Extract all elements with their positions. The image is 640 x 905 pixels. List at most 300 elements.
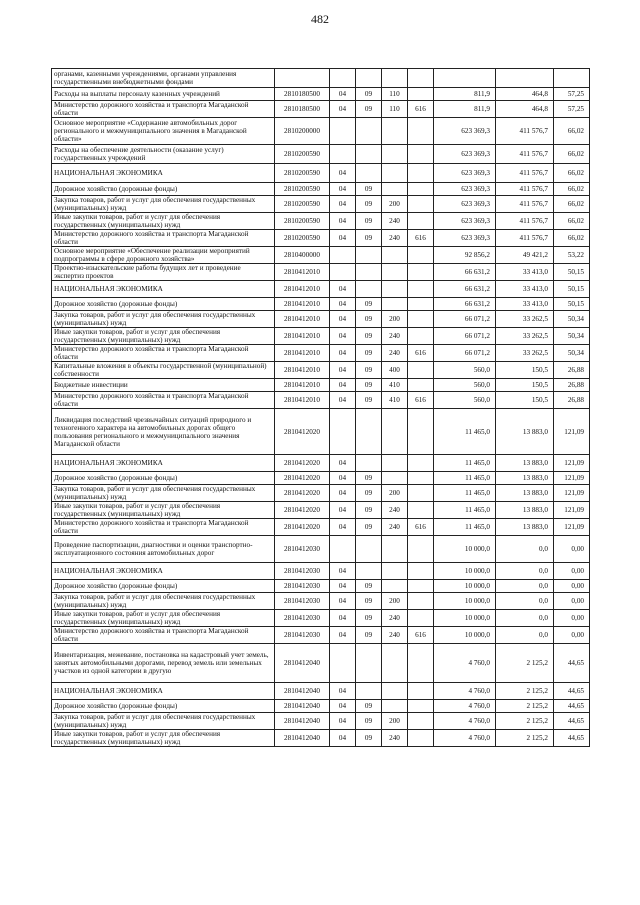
- cell-plan: 623 369,3: [434, 183, 496, 196]
- cell-pct: 26,88: [554, 392, 590, 409]
- cell-name: органами, казенными учреждениями, органами управления государственными внебюджетными фондами: [52, 69, 275, 88]
- cell-fact: 0,0: [496, 563, 554, 580]
- cell-org: [408, 580, 434, 593]
- cell-pct: 26,88: [554, 379, 590, 392]
- cell-org: [408, 593, 434, 610]
- cell-fact: 0,0: [496, 610, 554, 627]
- cell-sec: 04: [330, 713, 356, 730]
- cell-sec: 04: [330, 213, 356, 230]
- cell-sub: 09: [356, 213, 382, 230]
- table-row: [52, 213, 590, 230]
- cell-org: [408, 88, 434, 101]
- cell-vr: 240: [382, 328, 408, 345]
- cell-org: [408, 281, 434, 298]
- cell-fact: 411 576,7: [496, 164, 554, 183]
- cell-pct: 0,00: [554, 580, 590, 593]
- table-row: [52, 196, 590, 213]
- cell-name: Закупка товаров, работ и услуг для обеспечения государственных (муниципальных) нужд: [52, 713, 275, 730]
- cell-pct: 66,02: [554, 145, 590, 164]
- cell-vr: [382, 145, 408, 164]
- cell-name: Министерство дорожного хозяйства и транспорта Магаданской области: [52, 519, 275, 536]
- table-row: [52, 264, 590, 281]
- cell-vr: [382, 563, 408, 580]
- cell-org: [408, 610, 434, 627]
- cell-fact: 2 125,2: [496, 713, 554, 730]
- cell-code: 2810412040: [275, 683, 330, 700]
- cell-vr: [382, 164, 408, 183]
- cell-fact: 411 576,7: [496, 183, 554, 196]
- cell-pct: 121,09: [554, 485, 590, 502]
- cell-plan: 11 465,0: [434, 502, 496, 519]
- cell-fact: 411 576,7: [496, 118, 554, 145]
- cell-sec: [330, 69, 356, 88]
- cell-code: 2810412010: [275, 392, 330, 409]
- cell-pct: 50,34: [554, 311, 590, 328]
- cell-org: [408, 536, 434, 563]
- cell-code: 2810412010: [275, 281, 330, 298]
- cell-pct: 0,00: [554, 627, 590, 644]
- cell-org: [408, 485, 434, 502]
- cell-fact: 33 262,5: [496, 345, 554, 362]
- cell-fact: 2 125,2: [496, 683, 554, 700]
- cell-vr: [382, 298, 408, 311]
- cell-name: Иные закупки товаров, работ и услуг для обеспечения государственных (муниципальных) нужд: [52, 213, 275, 230]
- cell-org: 616: [408, 392, 434, 409]
- cell-plan: 10 000,0: [434, 627, 496, 644]
- cell-sec: 04: [330, 563, 356, 580]
- cell-fact: 13 883,0: [496, 502, 554, 519]
- cell-plan: 10 000,0: [434, 580, 496, 593]
- cell-code: 2810412030: [275, 610, 330, 627]
- cell-org: 616: [408, 627, 434, 644]
- cell-plan: 560,0: [434, 362, 496, 379]
- table-row: [52, 230, 590, 247]
- cell-org: 616: [408, 345, 434, 362]
- cell-pct: 0,00: [554, 536, 590, 563]
- cell-vr: 240: [382, 230, 408, 247]
- cell-vr: 240: [382, 610, 408, 627]
- cell-sub: [356, 644, 382, 683]
- cell-code: 2810200590: [275, 183, 330, 196]
- table-row: [52, 164, 590, 183]
- table-row: [52, 644, 590, 683]
- cell-org: [408, 69, 434, 88]
- cell-sub: 09: [356, 519, 382, 536]
- cell-fact: 411 576,7: [496, 213, 554, 230]
- cell-name: Ликвидация последствий чрезвычайных ситуаций природного и техногенного характера на автомобильных дорогах общего пользования регионального и межмуниципального значения Магаданской области: [52, 409, 275, 455]
- cell-plan: 66 631,2: [434, 264, 496, 281]
- cell-pct: 44,65: [554, 683, 590, 700]
- table-row: [52, 580, 590, 593]
- cell-name: Министерство дорожного хозяйства и транспорта Магаданской области: [52, 392, 275, 409]
- table-row: [52, 328, 590, 345]
- cell-vr: [382, 455, 408, 472]
- cell-code: 2810412010: [275, 379, 330, 392]
- cell-sub: 09: [356, 345, 382, 362]
- cell-pct: 50,34: [554, 345, 590, 362]
- cell-sec: 04: [330, 392, 356, 409]
- cell-org: 616: [408, 101, 434, 118]
- cell-vr: 110: [382, 88, 408, 101]
- cell-plan: 11 465,0: [434, 472, 496, 485]
- cell-code: 2810412010: [275, 328, 330, 345]
- table-row: [52, 409, 590, 455]
- cell-code: [275, 69, 330, 88]
- cell-vr: 410: [382, 392, 408, 409]
- cell-sec: [330, 536, 356, 563]
- cell-name: Иные закупки товаров, работ и услуг для обеспечения государственных (муниципальных) нужд: [52, 730, 275, 747]
- cell-code: 2810412030: [275, 580, 330, 593]
- cell-plan: 66 631,2: [434, 298, 496, 311]
- cell-code: 2810412040: [275, 713, 330, 730]
- cell-sub: 09: [356, 730, 382, 747]
- cell-fact: 150,5: [496, 362, 554, 379]
- cell-code: 2810412010: [275, 345, 330, 362]
- cell-code: 2810412020: [275, 502, 330, 519]
- cell-name: Инвентаризация, межевание, постановка на кадастровый учет земель, занятых автомобильными дорогами, перевод земель или земельных участков из одной категории в другую: [52, 644, 275, 683]
- cell-pct: 44,65: [554, 713, 590, 730]
- cell-sec: 04: [330, 164, 356, 183]
- cell-sub: 09: [356, 328, 382, 345]
- cell-pct: 50,15: [554, 298, 590, 311]
- cell-sub: [356, 145, 382, 164]
- cell-org: [408, 563, 434, 580]
- cell-plan: 623 369,3: [434, 118, 496, 145]
- cell-code: 2810412020: [275, 485, 330, 502]
- cell-pct: 57,25: [554, 101, 590, 118]
- table-row: [52, 700, 590, 713]
- cell-sec: 04: [330, 379, 356, 392]
- cell-code: 2810412020: [275, 519, 330, 536]
- cell-name: Проведение паспортизации, диагностики и оценки транспортно-эксплуатационного состояния автомобильных дорог: [52, 536, 275, 563]
- cell-sec: [330, 247, 356, 264]
- cell-code: 2810412040: [275, 700, 330, 713]
- cell-vr: 240: [382, 627, 408, 644]
- cell-vr: [382, 700, 408, 713]
- cell-fact: 13 883,0: [496, 409, 554, 455]
- cell-sec: 04: [330, 328, 356, 345]
- cell-org: 616: [408, 519, 434, 536]
- cell-pct: 0,00: [554, 593, 590, 610]
- cell-code: 2810412010: [275, 311, 330, 328]
- cell-name: НАЦИОНАЛЬНАЯ ЭКОНОМИКА: [52, 281, 275, 298]
- cell-name: НАЦИОНАЛЬНАЯ ЭКОНОМИКА: [52, 563, 275, 580]
- cell-sub: [356, 683, 382, 700]
- cell-pct: 121,09: [554, 409, 590, 455]
- cell-sub: 09: [356, 196, 382, 213]
- cell-code: 2810180500: [275, 88, 330, 101]
- cell-name: Основное мероприятие «Содержание автомобильных дорог регионального и межмуниципального значения в Магаданской области»: [52, 118, 275, 145]
- cell-org: [408, 164, 434, 183]
- cell-code: 2810412010: [275, 264, 330, 281]
- cell-sec: 04: [330, 298, 356, 311]
- cell-code: 2810412020: [275, 455, 330, 472]
- cell-org: [408, 644, 434, 683]
- cell-plan: 11 465,0: [434, 455, 496, 472]
- cell-vr: [382, 264, 408, 281]
- table-row: [52, 345, 590, 362]
- table-row: [52, 563, 590, 580]
- cell-sec: 04: [330, 519, 356, 536]
- cell-sec: 04: [330, 700, 356, 713]
- cell-sec: 04: [330, 281, 356, 298]
- cell-plan: 560,0: [434, 392, 496, 409]
- cell-fact: 49 421,2: [496, 247, 554, 264]
- cell-pct: 44,65: [554, 730, 590, 747]
- cell-sub: 09: [356, 362, 382, 379]
- cell-sub: 09: [356, 183, 382, 196]
- cell-pct: 44,65: [554, 644, 590, 683]
- cell-org: [408, 264, 434, 281]
- cell-pct: 50,15: [554, 264, 590, 281]
- cell-sub: 09: [356, 713, 382, 730]
- table-row: [52, 88, 590, 101]
- table-row: [52, 730, 590, 747]
- cell-fact: 2 125,2: [496, 730, 554, 747]
- cell-pct: 66,02: [554, 164, 590, 183]
- cell-plan: 4 760,0: [434, 730, 496, 747]
- cell-fact: 2 125,2: [496, 700, 554, 713]
- cell-sub: [356, 409, 382, 455]
- cell-name: Закупка товаров, работ и услуг для обеспечения государственных (муниципальных) нужд: [52, 196, 275, 213]
- cell-org: [408, 455, 434, 472]
- cell-sub: 09: [356, 610, 382, 627]
- cell-sub: 09: [356, 230, 382, 247]
- cell-plan: 11 465,0: [434, 485, 496, 502]
- cell-sec: 04: [330, 627, 356, 644]
- cell-org: [408, 379, 434, 392]
- cell-plan: 811,9: [434, 101, 496, 118]
- cell-sec: 04: [330, 485, 356, 502]
- cell-plan: 623 369,3: [434, 213, 496, 230]
- table-row: [52, 118, 590, 145]
- cell-plan: 92 856,2: [434, 247, 496, 264]
- cell-sec: 04: [330, 593, 356, 610]
- cell-sub: [356, 455, 382, 472]
- cell-pct: 121,09: [554, 472, 590, 485]
- cell-pct: [554, 69, 590, 88]
- cell-org: [408, 700, 434, 713]
- cell-code: 2810400000: [275, 247, 330, 264]
- cell-plan: 66 071,2: [434, 345, 496, 362]
- table-row: [52, 101, 590, 118]
- cell-name: НАЦИОНАЛЬНАЯ ЭКОНОМИКА: [52, 164, 275, 183]
- cell-org: [408, 362, 434, 379]
- cell-vr: 200: [382, 593, 408, 610]
- cell-sub: [356, 536, 382, 563]
- cell-sub: 09: [356, 88, 382, 101]
- cell-org: [408, 247, 434, 264]
- cell-plan: 10 000,0: [434, 610, 496, 627]
- cell-fact: 13 883,0: [496, 472, 554, 485]
- cell-pct: 57,25: [554, 88, 590, 101]
- cell-sub: [356, 281, 382, 298]
- table-row: [52, 593, 590, 610]
- cell-sec: 04: [330, 362, 356, 379]
- cell-code: 2810412010: [275, 362, 330, 379]
- cell-vr: [382, 644, 408, 683]
- cell-pct: 66,02: [554, 196, 590, 213]
- cell-code: 2810180500: [275, 101, 330, 118]
- table-row: [52, 298, 590, 311]
- cell-fact: 33 262,5: [496, 311, 554, 328]
- cell-fact: 0,0: [496, 580, 554, 593]
- cell-sub: 09: [356, 502, 382, 519]
- cell-fact: 464,8: [496, 88, 554, 101]
- cell-name: Министерство дорожного хозяйства и транспорта Магаданской области: [52, 101, 275, 118]
- cell-plan: 623 369,3: [434, 230, 496, 247]
- cell-sub: 09: [356, 298, 382, 311]
- cell-org: [408, 311, 434, 328]
- table-row: [52, 311, 590, 328]
- cell-vr: [382, 472, 408, 485]
- cell-fact: 411 576,7: [496, 230, 554, 247]
- cell-sub: 09: [356, 627, 382, 644]
- cell-name: Дорожное хозяйство (дорожные фонды): [52, 580, 275, 593]
- cell-org: [408, 145, 434, 164]
- cell-sec: 04: [330, 345, 356, 362]
- cell-code: 2810200590: [275, 230, 330, 247]
- cell-pct: 50,15: [554, 281, 590, 298]
- table-row: [52, 536, 590, 563]
- cell-vr: [382, 409, 408, 455]
- cell-pct: 50,34: [554, 328, 590, 345]
- cell-vr: 240: [382, 730, 408, 747]
- cell-name: Дорожное хозяйство (дорожные фонды): [52, 183, 275, 196]
- table-row: [52, 281, 590, 298]
- cell-vr: 240: [382, 213, 408, 230]
- cell-name: НАЦИОНАЛЬНАЯ ЭКОНОМИКА: [52, 455, 275, 472]
- cell-code: 2810412020: [275, 409, 330, 455]
- cell-name: Иные закупки товаров, работ и услуг для обеспечения государственных (муниципальных) нужд: [52, 502, 275, 519]
- cell-sec: 04: [330, 730, 356, 747]
- cell-vr: 200: [382, 713, 408, 730]
- cell-plan: 623 369,3: [434, 196, 496, 213]
- cell-vr: [382, 536, 408, 563]
- table-row: [52, 502, 590, 519]
- cell-code: 2810200590: [275, 213, 330, 230]
- cell-sub: [356, 264, 382, 281]
- page-number: 482: [311, 12, 329, 26]
- cell-code: 2810412010: [275, 298, 330, 311]
- cell-name: Закупка товаров, работ и услуг для обеспечения государственных (муниципальных) нужд: [52, 485, 275, 502]
- cell-code: 2810412030: [275, 563, 330, 580]
- cell-vr: 240: [382, 345, 408, 362]
- cell-pct: 66,02: [554, 118, 590, 145]
- cell-name: НАЦИОНАЛЬНАЯ ЭКОНОМИКА: [52, 683, 275, 700]
- table-row: [52, 69, 590, 88]
- cell-name: Закупка товаров, работ и услуг для обеспечения государственных (муниципальных) нужд: [52, 593, 275, 610]
- cell-code: 2810200590: [275, 164, 330, 183]
- cell-org: 616: [408, 230, 434, 247]
- cell-sec: [330, 644, 356, 683]
- cell-plan: 4 760,0: [434, 644, 496, 683]
- cell-code: 2810412030: [275, 593, 330, 610]
- cell-org: [408, 118, 434, 145]
- table-body: [52, 69, 590, 747]
- table-row: [52, 627, 590, 644]
- cell-sub: [356, 118, 382, 145]
- cell-name: Министерство дорожного хозяйства и транспорта Магаданской области: [52, 627, 275, 644]
- cell-sub: 09: [356, 379, 382, 392]
- table-row: [52, 683, 590, 700]
- table-row: [52, 379, 590, 392]
- cell-plan: 4 760,0: [434, 700, 496, 713]
- cell-sec: 04: [330, 455, 356, 472]
- table-row: [52, 183, 590, 196]
- cell-name: Дорожное хозяйство (дорожные фонды): [52, 700, 275, 713]
- cell-vr: [382, 183, 408, 196]
- cell-fact: 33 413,0: [496, 298, 554, 311]
- cell-fact: 33 413,0: [496, 264, 554, 281]
- cell-sec: [330, 145, 356, 164]
- cell-pct: 53,22: [554, 247, 590, 264]
- cell-name: Бюджетные инвестиции: [52, 379, 275, 392]
- cell-sec: 04: [330, 196, 356, 213]
- table-row: [52, 145, 590, 164]
- cell-sec: 04: [330, 580, 356, 593]
- cell-sec: 04: [330, 311, 356, 328]
- cell-name: Иные закупки товаров, работ и услуг для обеспечения государственных (муниципальных) нужд: [52, 328, 275, 345]
- cell-plan: 66 071,2: [434, 328, 496, 345]
- cell-fact: 2 125,2: [496, 644, 554, 683]
- cell-sec: 04: [330, 183, 356, 196]
- cell-name: Закупка товаров, работ и услуг для обеспечения государственных (муниципальных) нужд: [52, 311, 275, 328]
- cell-sub: 09: [356, 311, 382, 328]
- cell-name: Дорожное хозяйство (дорожные фонды): [52, 472, 275, 485]
- cell-name: Дорожное хозяйство (дорожные фонды): [52, 298, 275, 311]
- cell-code: 2810412040: [275, 730, 330, 747]
- cell-pct: 26,88: [554, 362, 590, 379]
- cell-fact: 411 576,7: [496, 196, 554, 213]
- cell-name: Основное мероприятие «Обеспечение реализации мероприятий подпрограммы в сфере дорожного хозяйства»: [52, 247, 275, 264]
- cell-fact: 33 262,5: [496, 328, 554, 345]
- cell-code: 2810200590: [275, 196, 330, 213]
- cell-fact: 33 413,0: [496, 281, 554, 298]
- cell-sub: [356, 69, 382, 88]
- cell-sec: 04: [330, 502, 356, 519]
- cell-pct: 121,09: [554, 519, 590, 536]
- cell-plan: 4 760,0: [434, 713, 496, 730]
- cell-plan: 811,9: [434, 88, 496, 101]
- cell-fact: 0,0: [496, 593, 554, 610]
- cell-sec: 04: [330, 472, 356, 485]
- cell-org: [408, 730, 434, 747]
- cell-name: Министерство дорожного хозяйства и транспорта Магаданской области: [52, 230, 275, 247]
- cell-plan: 4 760,0: [434, 683, 496, 700]
- cell-vr: 240: [382, 502, 408, 519]
- cell-sub: 09: [356, 700, 382, 713]
- cell-sec: 04: [330, 683, 356, 700]
- cell-sec: 04: [330, 610, 356, 627]
- cell-vr: 410: [382, 379, 408, 392]
- cell-sub: [356, 563, 382, 580]
- cell-org: [408, 183, 434, 196]
- cell-vr: 240: [382, 519, 408, 536]
- cell-fact: 13 883,0: [496, 455, 554, 472]
- table-row: [52, 247, 590, 264]
- cell-vr: [382, 281, 408, 298]
- cell-org: [408, 213, 434, 230]
- cell-fact: 13 883,0: [496, 519, 554, 536]
- table-row: [52, 472, 590, 485]
- cell-name: Иные закупки товаров, работ и услуг для обеспечения государственных (муниципальных) нужд: [52, 610, 275, 627]
- cell-sec: [330, 118, 356, 145]
- table-row: [52, 455, 590, 472]
- cell-vr: 400: [382, 362, 408, 379]
- cell-org: [408, 683, 434, 700]
- cell-name: Проектно-изыскательские работы будущих лет и проведение экспертиз проектов: [52, 264, 275, 281]
